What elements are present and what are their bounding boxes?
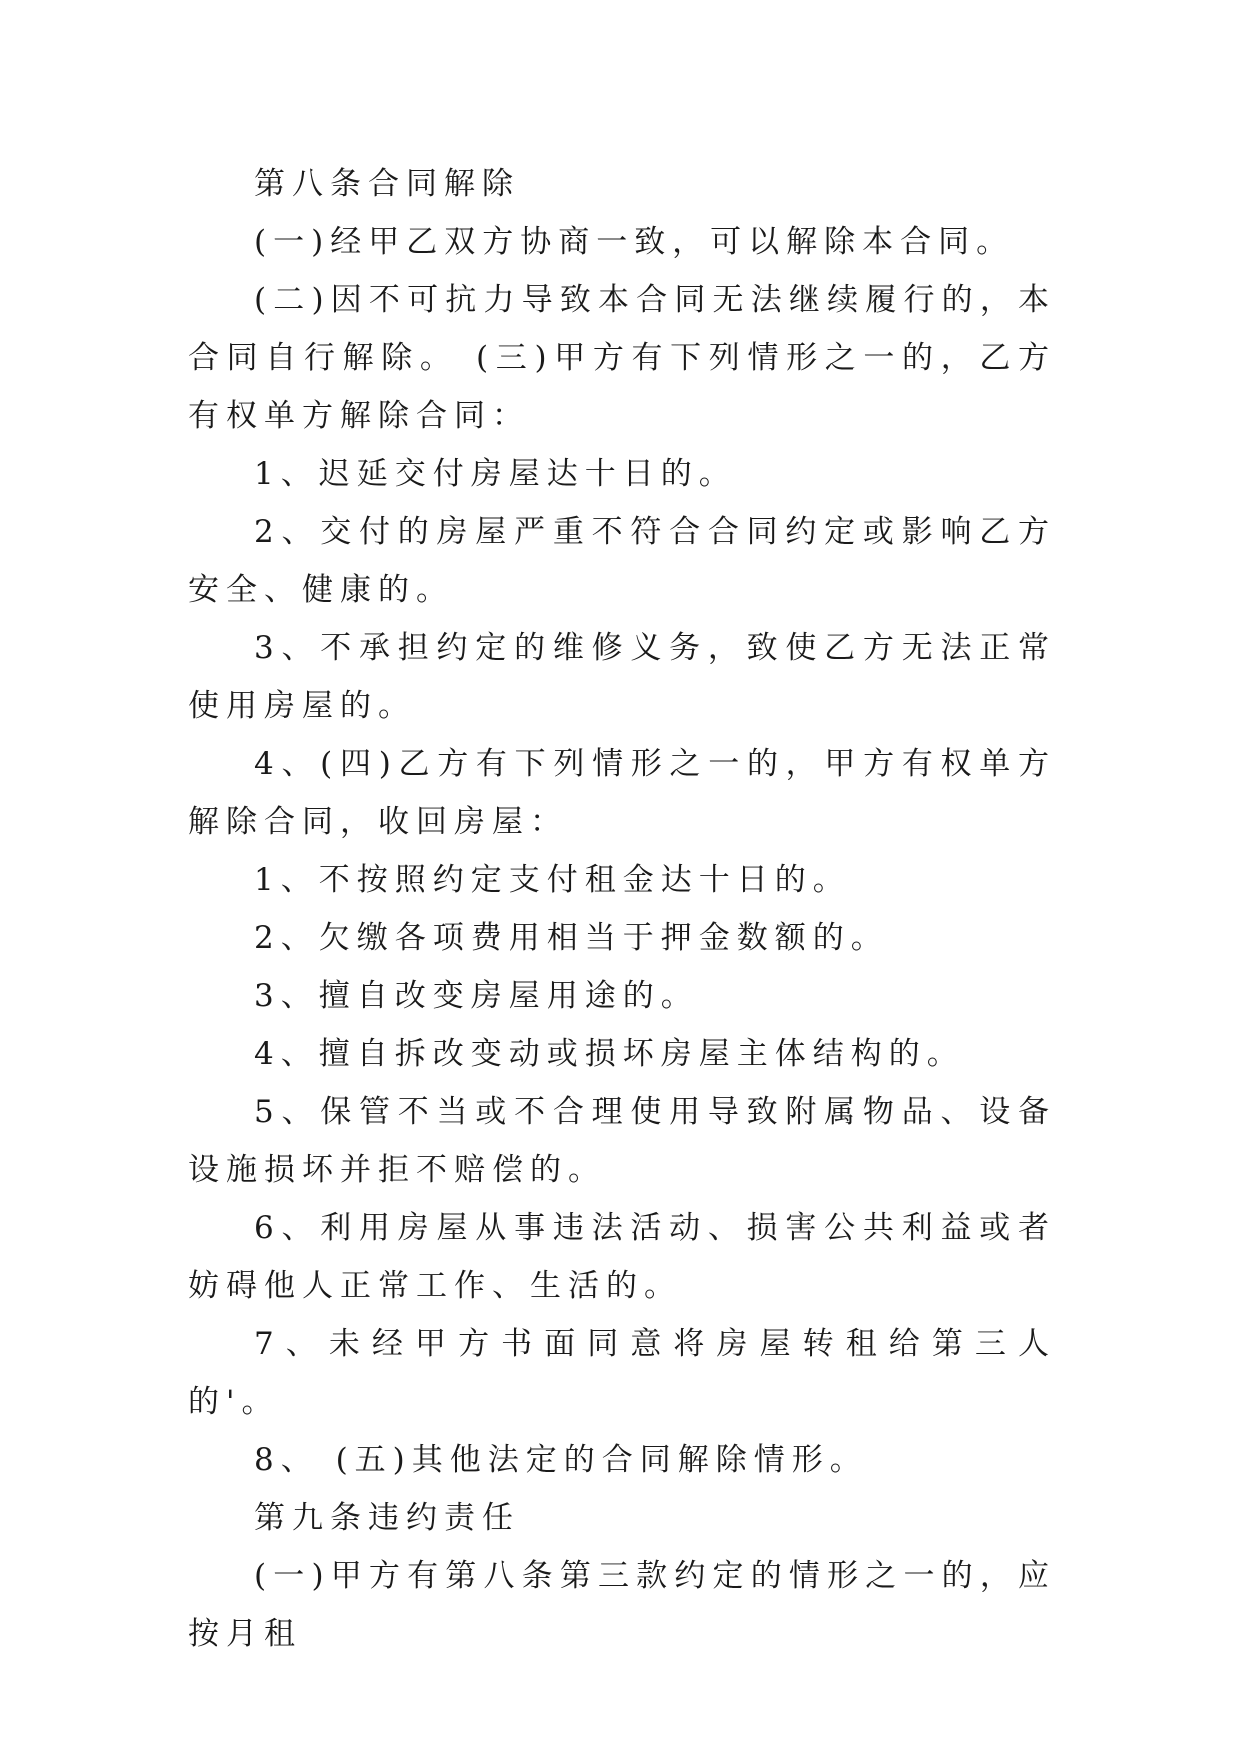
list-item: 2、交付的房屋严重不符合合同约定或影响乙方安全、健康的。 (188, 514, 1056, 608)
list-item: 3、擅自改变房屋用途的。 (254, 978, 699, 1014)
paragraph: (一)甲方有第八条第三款约定的情形之一的，应按月租 (188, 1558, 1056, 1652)
article-8-heading: 第八条合同解除 (254, 166, 520, 202)
list-item: 5、保管不当或不合理使用导致附属物品、设备设施损坏并拒不赔偿的。 (188, 1094, 1056, 1188)
list-item: 1、不按照约定支付租金达十日的。 (254, 862, 851, 898)
list-item: 7、未经甲方书面同意将房屋转租给第三人的'。 (188, 1326, 1056, 1420)
list-item: 6、利用房屋从事违法活动、损害公共利益或者妨碍他人正常工作、生活的。 (188, 1210, 1056, 1304)
list-item: 3、不承担约定的维修义务，致使乙方无法正常使用房屋的。 (188, 630, 1056, 724)
list-item: 1、迟延交付房屋达十日的。 (254, 456, 737, 492)
list-item: 4、(四)乙方有下列情形之一的，甲方有权单方解除合同，收回房屋： (188, 746, 1056, 840)
list-item: 2、欠缴各项费用相当于押金数额的。 (254, 920, 889, 956)
paragraph: (二)因不可抗力导致本合同无法继续履行的，本合同自行解除。 (三)甲方有下列情形之一的，乙方有权单方解除合同： (188, 282, 1056, 434)
list-item: 8、 (五)其他法定的合同解除情形。 (254, 1442, 868, 1478)
list-item: 4、擅自拆改变动或损坏房屋主体结构的。 (254, 1036, 965, 1072)
article-9-heading: 第九条违约责任 (254, 1500, 520, 1536)
paragraph: (一)经甲乙双方协商一致，可以解除本合同。 (254, 224, 1015, 260)
document-body (188, 155, 1056, 1663)
